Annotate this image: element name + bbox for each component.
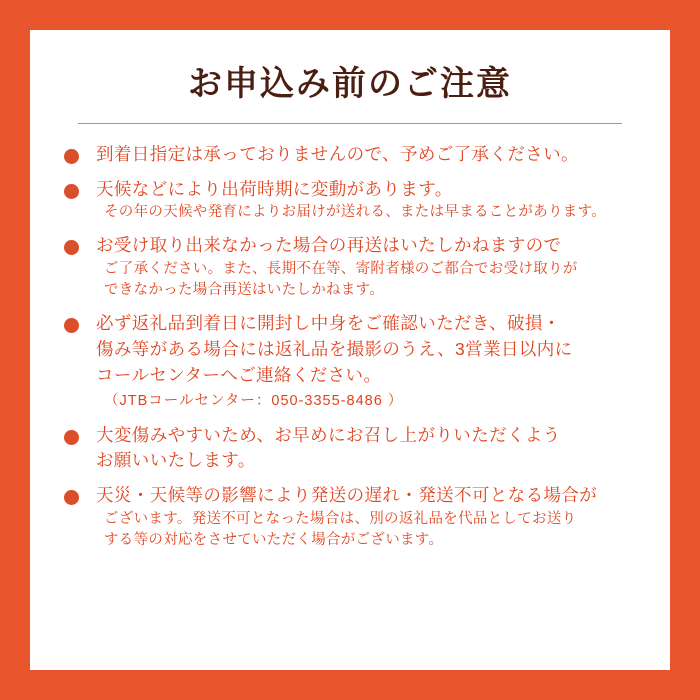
list-item xyxy=(60,233,640,302)
callcenter-note: （JTBコールセンター：050-3355-8486 ） xyxy=(104,393,404,410)
bullet-dot-icon xyxy=(64,240,79,255)
notice-subline: する等の対応をさせていただく場合がございます。 xyxy=(104,532,444,549)
notice-subline: その年の天候や発育によりお届けが送れる、または早まることがあります。 xyxy=(104,204,607,221)
notice-line: コールセンターへご連絡ください。 xyxy=(96,364,382,385)
list-item xyxy=(60,177,640,224)
bullet-dot-icon xyxy=(64,149,79,164)
list-item xyxy=(60,483,640,552)
notice-subline: ございます。発送不可となった場合は、別の返礼品を代品としてお送り xyxy=(104,510,577,527)
bullet-dot-icon xyxy=(64,318,79,333)
list-item xyxy=(60,311,640,413)
bullet-dot-icon xyxy=(64,430,79,445)
notice-line: 天候などにより出荷時期に変動があります。 xyxy=(96,178,453,199)
title-divider xyxy=(78,123,622,124)
notice-line: 大変傷みやすいため、お早めにお召し上がりいただくよう xyxy=(96,424,561,445)
notice-list xyxy=(60,142,640,552)
page-title: お申込み前のご注意 xyxy=(188,65,512,103)
notice-line: 到着日指定は承っておりませんので、予めご了承ください。 xyxy=(96,143,579,164)
notice-card xyxy=(30,30,670,670)
bullet-dot-icon xyxy=(64,490,79,505)
notice-line: お受け取り出来なかった場合の再送はいたしかねますので xyxy=(96,234,562,255)
notice-line: 傷み等がある場合には返礼品を撮影のうえ、3営業日以内に xyxy=(96,338,573,359)
notice-line: お願いいたします。 xyxy=(96,450,256,471)
bullet-dot-icon xyxy=(64,184,79,199)
list-item xyxy=(60,423,640,474)
list-item xyxy=(60,142,640,168)
notice-line: 必ず返礼品到着日に開封し中身をご確認いただき、破損・ xyxy=(96,313,561,334)
notice-subline: ご了承ください。また、長期不在等、寄附者様のご都合でお受け取りが xyxy=(104,260,578,277)
notice-line: 天災・天候等の影響により発送の遅れ・発送不可となる場合が xyxy=(96,484,598,505)
notice-subline: できなかった場合再送はいたしかねます。 xyxy=(104,282,385,299)
